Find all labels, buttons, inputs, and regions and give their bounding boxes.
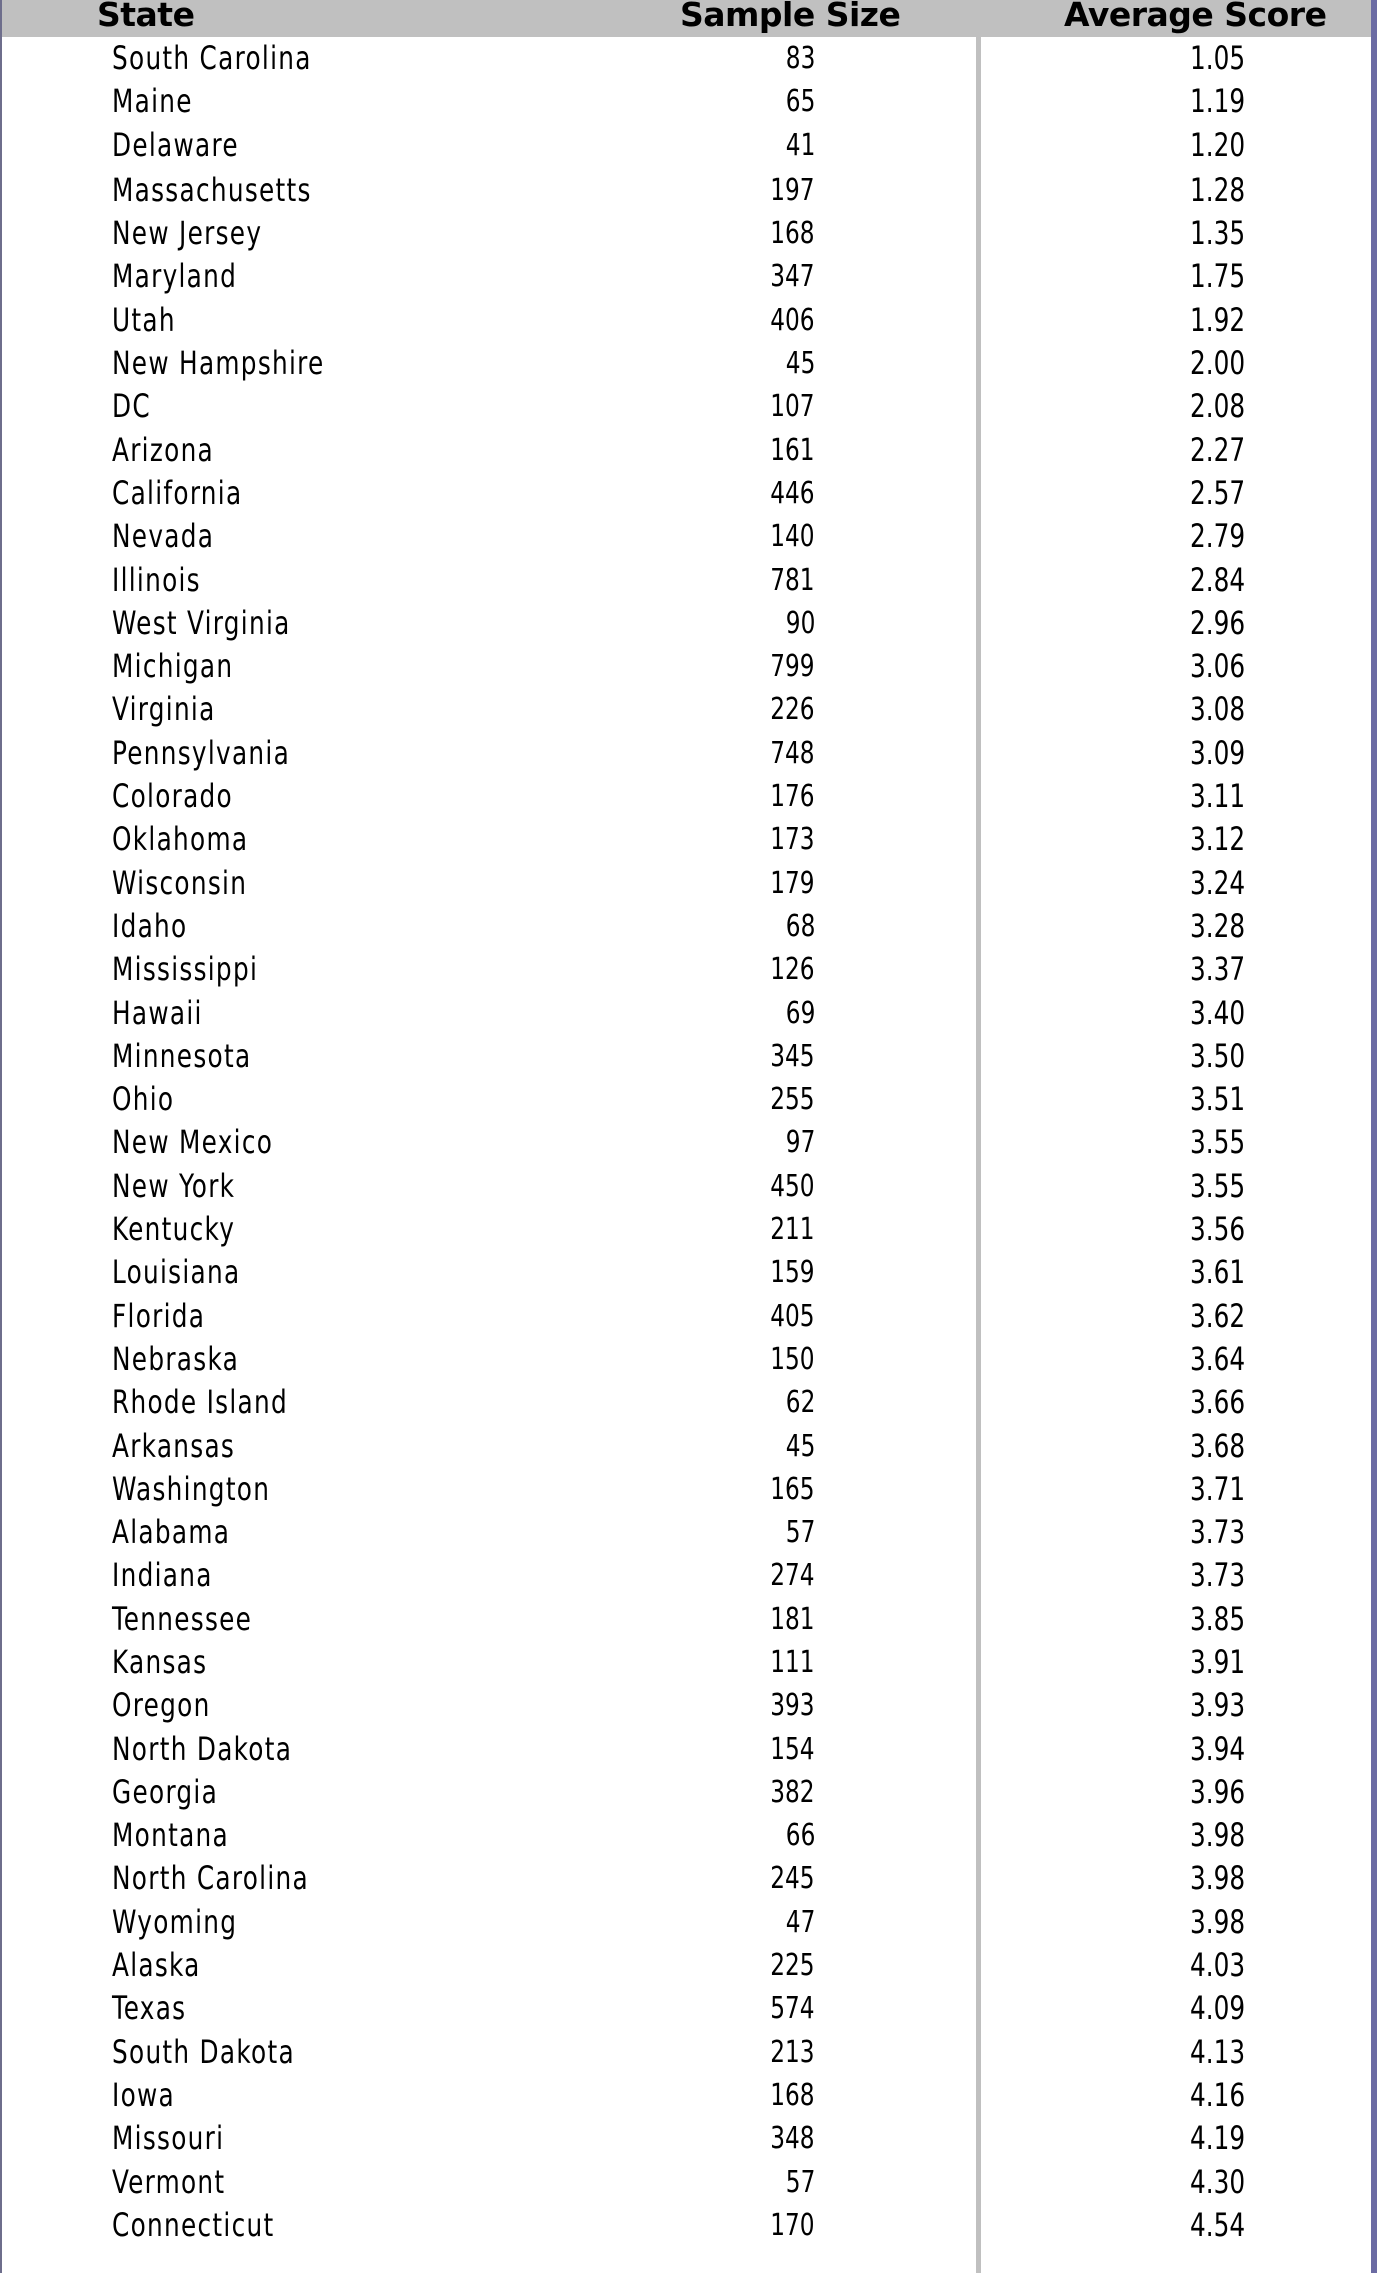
sample-size-cell: 168 [770,2077,815,2113]
table-row [0,299,1371,342]
sample-size-cell: 45 [785,346,815,382]
sample-size-cell: 170 [770,2207,815,2243]
average-score-cell: 3.11 [1189,777,1245,816]
average-score-cell: 3.12 [1189,820,1245,859]
state-cell: Colorado [112,777,233,816]
state-cell: DC [112,387,151,426]
table-body [0,37,1371,2247]
average-score-cell: 3.98 [1189,1859,1245,1898]
table-row [0,80,1371,123]
column-header-state[interactable]: State [97,0,195,34]
state-cell: Indiana [112,1556,213,1595]
sample-size-cell: 345 [770,1038,815,1074]
table-row [0,1814,1371,1857]
average-score-cell: 4.16 [1189,2075,1245,2114]
sample-size-cell: 225 [770,1948,815,1984]
table-row [0,1728,1371,1771]
table-row [0,1035,1371,1078]
state-cell: Massachusetts [112,170,312,209]
sample-size-cell: 348 [770,2121,815,2157]
state-cell: California [112,473,243,512]
table-row [0,1511,1371,1554]
sample-size-cell: 69 [785,995,815,1031]
table-row [0,1208,1371,1251]
table-row [0,1987,1371,2030]
average-score-cell: 3.08 [1189,690,1245,729]
sample-size-cell: 245 [770,1861,815,1897]
state-cell: Delaware [112,125,239,164]
table-row [0,645,1371,688]
average-score-cell: 3.93 [1189,1686,1245,1725]
table-right-border [1371,0,1377,2273]
table-header [2,0,1371,37]
state-cell: Pennsylvania [112,733,291,772]
state-cell: Rhode Island [112,1383,289,1422]
sample-size-cell: 181 [770,1601,815,1637]
sample-size-cell: 154 [770,1731,815,1767]
table-row [0,1598,1371,1641]
sample-size-cell: 165 [770,1471,815,1507]
sample-size-cell: 41 [785,127,815,163]
table-row [0,905,1371,948]
sample-size-cell: 382 [770,1774,815,1810]
average-score-cell: 3.06 [1189,647,1245,686]
table-row [0,1425,1371,1468]
sample-size-cell: 159 [770,1255,815,1291]
table-row [0,948,1371,991]
table-row [0,429,1371,472]
sample-size-cell: 126 [770,952,815,988]
state-cell: South Dakota [112,2032,295,2071]
state-cell: Virginia [112,690,216,729]
average-score-cell: 3.73 [1189,1556,1245,1595]
state-cell: Texas [112,1989,187,2028]
sample-size-cell: 781 [770,562,815,598]
table-row [0,1684,1371,1727]
table-row [0,775,1371,818]
state-cell: Oklahoma [112,820,249,859]
average-score-cell: 3.56 [1189,1210,1245,1249]
sample-size-cell: 406 [770,302,815,338]
sample-size-cell: 45 [785,1428,815,1464]
average-score-cell: 3.28 [1189,906,1245,945]
state-cell: North Dakota [112,1729,293,1768]
state-cell: Alabama [112,1513,231,1552]
average-score-cell: 3.55 [1189,1166,1245,1205]
average-score-cell: 3.96 [1189,1772,1245,1811]
state-cell: Wyoming [112,1902,238,1941]
sample-size-cell: 446 [770,475,815,511]
state-cell: New York [112,1166,236,1205]
sample-size-cell: 574 [770,1991,815,2027]
state-cell: Nebraska [112,1339,240,1378]
table-row [0,1121,1371,1164]
state-cell: Iowa [112,2075,176,2114]
state-cell: Michigan [112,647,234,686]
state-cell: Louisiana [112,1253,241,1292]
state-cell: Tennessee [112,1599,253,1638]
sample-size-cell: 150 [770,1341,815,1377]
state-cell: Minnesota [112,1036,252,1075]
sample-size-cell: 111 [770,1644,815,1680]
table-row [0,559,1371,602]
state-cell: Arkansas [112,1426,236,1465]
sample-size-cell: 799 [770,649,815,685]
table-row [0,255,1371,298]
average-score-cell: 2.84 [1189,560,1245,599]
state-cell: Illinois [112,560,201,599]
table-row [0,472,1371,515]
table-row [0,1078,1371,1121]
average-score-cell: 2.79 [1189,517,1245,556]
average-score-cell: 2.00 [1189,344,1245,383]
state-cell: New Mexico [112,1123,274,1162]
state-cell: Florida [112,1296,206,1335]
state-cell: Utah [112,300,176,339]
state-cell: Montana [112,1816,229,1855]
state-cell: Idaho [112,906,188,945]
average-score-cell: 2.96 [1189,603,1245,642]
state-cell: North Carolina [112,1859,309,1898]
average-score-cell: 4.54 [1189,2205,1245,2244]
average-score-cell: 3.24 [1189,863,1245,902]
state-cell: New Jersey [112,214,263,253]
state-cell: Maine [112,82,193,121]
table-row [0,37,1371,80]
average-score-cell: 3.09 [1189,733,1245,772]
table-row [0,169,1371,212]
sample-size-cell: 176 [770,779,815,815]
sample-size-cell: 47 [785,1904,815,1940]
average-score-cell: 1.19 [1189,82,1245,121]
table-row [0,2031,1371,2074]
average-score-cell: 4.03 [1189,1946,1245,1985]
table-row [0,1901,1371,1944]
average-score-cell: 1.35 [1189,214,1245,253]
table-row [0,818,1371,861]
average-score-cell: 3.37 [1189,950,1245,989]
average-score-cell: 3.61 [1189,1253,1245,1292]
state-cell: Maryland [112,257,238,296]
state-cell: Connecticut [112,2205,275,2244]
table-row [0,1338,1371,1381]
average-score-cell: 2.27 [1189,430,1245,469]
sample-size-cell: 107 [770,389,815,425]
table-row [0,212,1371,255]
sample-size-cell: 347 [770,259,815,295]
sample-size-cell: 255 [770,1082,815,1118]
average-score-cell: 3.91 [1189,1642,1245,1681]
average-score-cell: 4.13 [1189,2032,1245,2071]
state-cell: Vermont [112,2162,226,2201]
state-cell: Georgia [112,1772,219,1811]
sample-size-cell: 57 [785,2164,815,2200]
state-cell: South Carolina [112,39,312,77]
table-row [0,1641,1371,1684]
sample-size-cell: 97 [785,1125,815,1161]
sample-size-cell: 90 [785,605,815,641]
table-row [0,2074,1371,2117]
table-row [0,732,1371,775]
table-row [0,124,1371,167]
average-score-cell: 2.08 [1189,387,1245,426]
sample-size-cell: 748 [770,735,815,771]
table-row [0,688,1371,731]
average-score-cell: 3.73 [1189,1513,1245,1552]
state-cell: Hawaii [112,993,203,1032]
average-score-cell: 1.05 [1189,39,1245,77]
state-cell: Kentucky [112,1210,236,1249]
sample-size-cell: 173 [770,822,815,858]
table-row [0,2117,1371,2160]
average-score-cell: 3.98 [1189,1816,1245,1855]
table-row [0,1554,1371,1597]
state-cell: Missouri [112,2119,225,2158]
state-cell: Arizona [112,430,215,469]
column-header-sample-size[interactable]: Sample Size [680,0,901,34]
sample-size-cell: 213 [770,2034,815,2070]
sample-size-cell: 179 [770,865,815,901]
table-row [0,1944,1371,1987]
state-cell: New Hampshire [112,344,325,383]
table-row [0,1857,1371,1900]
sample-size-cell: 66 [785,1818,815,1854]
table-row [0,1771,1371,1814]
sample-size-cell: 83 [785,41,815,76]
state-cell: West Virginia [112,603,291,642]
table-row [0,1251,1371,1294]
sample-size-cell: 274 [770,1558,815,1594]
average-score-cell: 1.28 [1189,170,1245,209]
table-row [0,862,1371,905]
average-score-cell: 1.92 [1189,300,1245,339]
state-cell: Alaska [112,1946,201,1985]
state-cell: Kansas [112,1642,208,1681]
average-score-cell: 3.40 [1189,993,1245,1032]
average-score-cell: 1.20 [1189,125,1245,164]
average-score-cell: 4.09 [1189,1989,1245,2028]
sample-size-cell: 405 [770,1298,815,1334]
sample-size-cell: 168 [770,216,815,252]
table-row [0,1381,1371,1424]
average-score-cell: 3.85 [1189,1599,1245,1638]
average-score-cell: 3.94 [1189,1729,1245,1768]
state-cell: Mississippi [112,950,259,989]
sample-size-cell: 450 [770,1168,815,1204]
sample-size-cell: 65 [785,84,815,120]
average-score-cell: 3.50 [1189,1036,1245,1075]
average-score-cell: 3.62 [1189,1296,1245,1335]
average-score-cell: 4.30 [1189,2162,1245,2201]
table-row [0,385,1371,428]
sample-size-cell: 68 [785,908,815,944]
average-score-cell: 3.68 [1189,1426,1245,1465]
table-row [0,992,1371,1035]
sample-size-cell: 393 [770,1688,815,1724]
table-row [0,1468,1371,1511]
sample-size-cell: 226 [770,692,815,728]
average-score-cell: 3.98 [1189,1902,1245,1941]
table-row [0,2204,1371,2247]
average-score-cell: 4.19 [1189,2119,1245,2158]
table-row [0,2161,1371,2204]
sample-size-cell: 211 [770,1212,815,1248]
table-row [0,1295,1371,1338]
average-score-cell: 3.51 [1189,1080,1245,1119]
average-score-cell: 3.55 [1189,1123,1245,1162]
average-score-cell: 1.75 [1189,257,1245,296]
sample-size-cell: 161 [770,432,815,468]
sample-size-cell: 197 [770,172,815,208]
state-cell: Washington [112,1469,271,1508]
table-row [0,602,1371,645]
average-score-cell: 3.66 [1189,1383,1245,1422]
state-cell: Oregon [112,1686,211,1725]
sample-size-cell: 57 [785,1515,815,1551]
table-row [0,515,1371,558]
sample-size-cell: 62 [785,1385,815,1421]
average-score-cell: 2.57 [1189,473,1245,512]
table-row [0,1165,1371,1208]
average-score-cell: 3.71 [1189,1469,1245,1508]
sample-size-cell: 140 [770,519,815,555]
state-cell: Nevada [112,517,215,556]
state-cell: Ohio [112,1080,175,1119]
average-score-cell: 3.64 [1189,1339,1245,1378]
column-header-average-score[interactable]: Average Score [1064,0,1327,34]
state-cell: Wisconsin [112,863,248,902]
table-row [0,342,1371,385]
